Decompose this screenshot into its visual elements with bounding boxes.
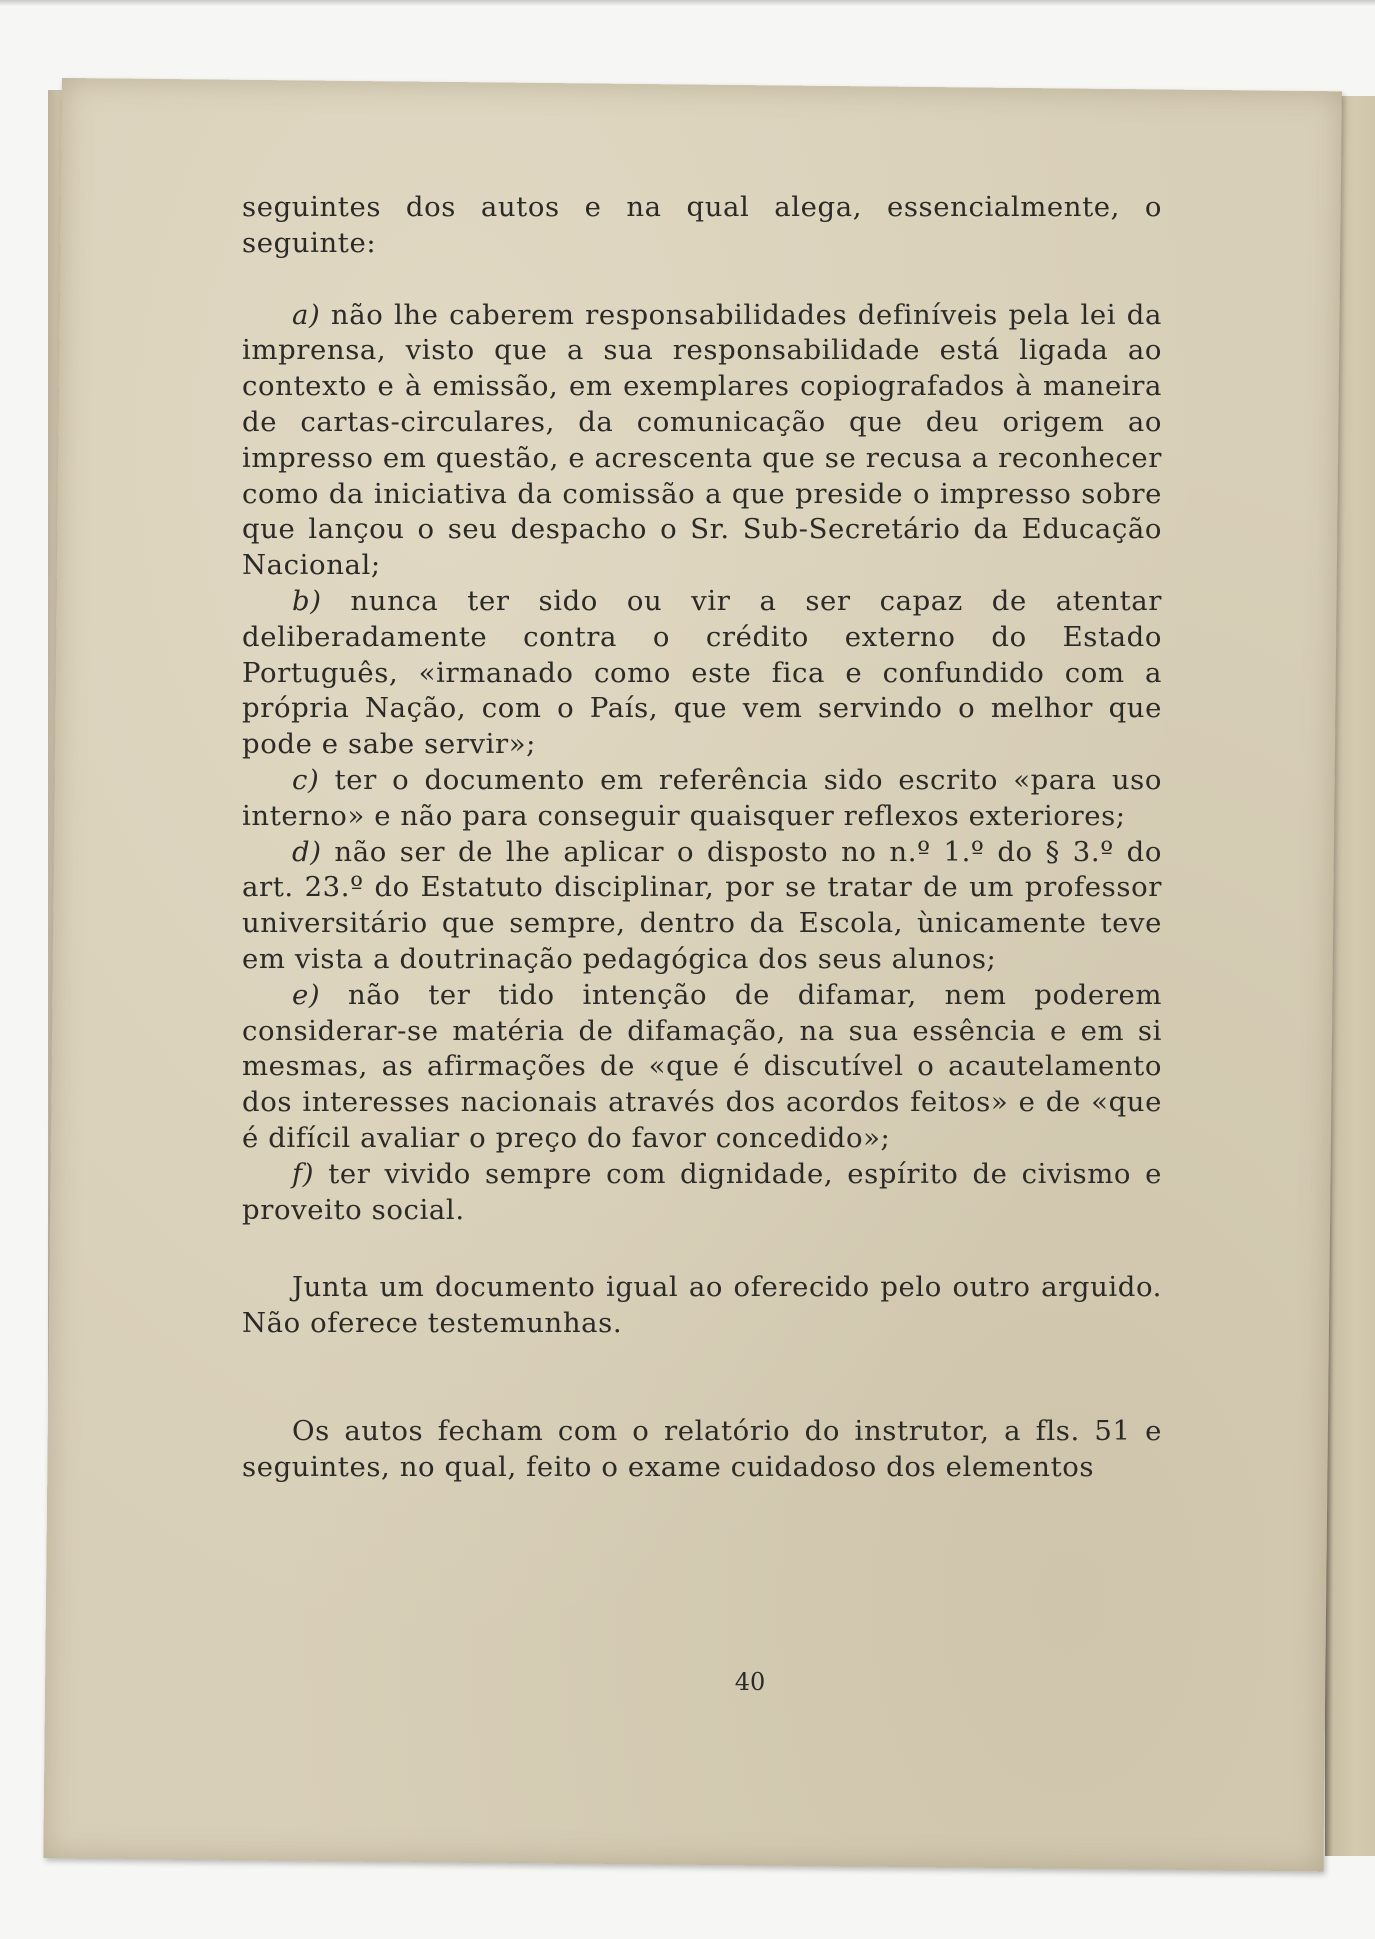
list-item-f	[242, 1157, 1162, 1229]
item-text: não ser de lhe aplicar o disposto no n.º 1.º do § 3.º do art. 23.º do Estatuto disciplinar, por se tratar de um professor universitário que sempre, dentro da Escola, ùnicamente teve em vista a doutrinação pedagógica dos seus alunos;	[242, 835, 1162, 975]
item-letter: e)	[292, 978, 321, 1011]
list-item-d	[242, 835, 1162, 978]
list-item-b	[242, 584, 1162, 763]
paragraph-documents: Junta um documento igual ao oferecido pelo outro arguido. Não oferece testemunhas.	[242, 1271, 1162, 1340]
item-text: não lhe caberem responsabilidades definíveis pela lei da imprensa, visto que a sua responsabilidade está ligada ao contexto e à emissão, em exemplares copiografados à maneira de cartas-circulares, da comunicação que deu origem ao impresso em questão, e acrescenta que se recusa a reconhecer como da iniciativa da comissão a que preside o impresso sobre que lançou o seu despacho o Sr. Sub-Secretário da Educação Nacional;	[242, 298, 1162, 582]
list-item-e	[242, 978, 1162, 1157]
item-letter: c)	[292, 763, 320, 796]
page-number: 40	[734, 1668, 766, 1696]
list-item-c	[242, 763, 1162, 835]
scan-background	[0, 0, 1375, 6]
opening-paragraph: seguintes dos autos e na qual alega, essencialmente, o seguinte:	[242, 191, 1162, 259]
list-item-a	[242, 298, 1162, 584]
item-text: ter vivido sempre com dignidade, espírito de civismo e proveito social.	[242, 1157, 1163, 1226]
item-text: ter o documento em referência sido escrito «para uso interno» e não para conseguir quaisquer reflexos exteriores;	[242, 763, 1163, 832]
item-text: nunca ter sido ou vir a ser capaz de atentar deliberadamente contra o crédito externo do Estado Português, «irmanado como este fica e confundido com a própria Nação, com o País, que vem servindo o melhor que pode e sabe servir»;	[242, 584, 1163, 761]
item-letter: d)	[292, 835, 322, 868]
paragraph-report: Os autos fecham com o relatório do instrutor, a fls. 51 e seguintes, no qual, feito o exame cuidadoso dos elementos	[242, 1414, 1162, 1483]
item-letter: a)	[292, 298, 321, 331]
item-text: não ter tido intenção de difamar, nem poderem considerar-se matéria de difamação, na sua essência e em si mesmas, as afirmações de «que é discutível o acautelamento dos interesses nacionais através dos acordos feitos» e de «que é difícil avaliar o preço do favor concedido»;	[242, 978, 1163, 1154]
item-letter: f)	[292, 1157, 315, 1190]
page-text	[242, 190, 1162, 1486]
item-letter: b)	[292, 584, 322, 617]
